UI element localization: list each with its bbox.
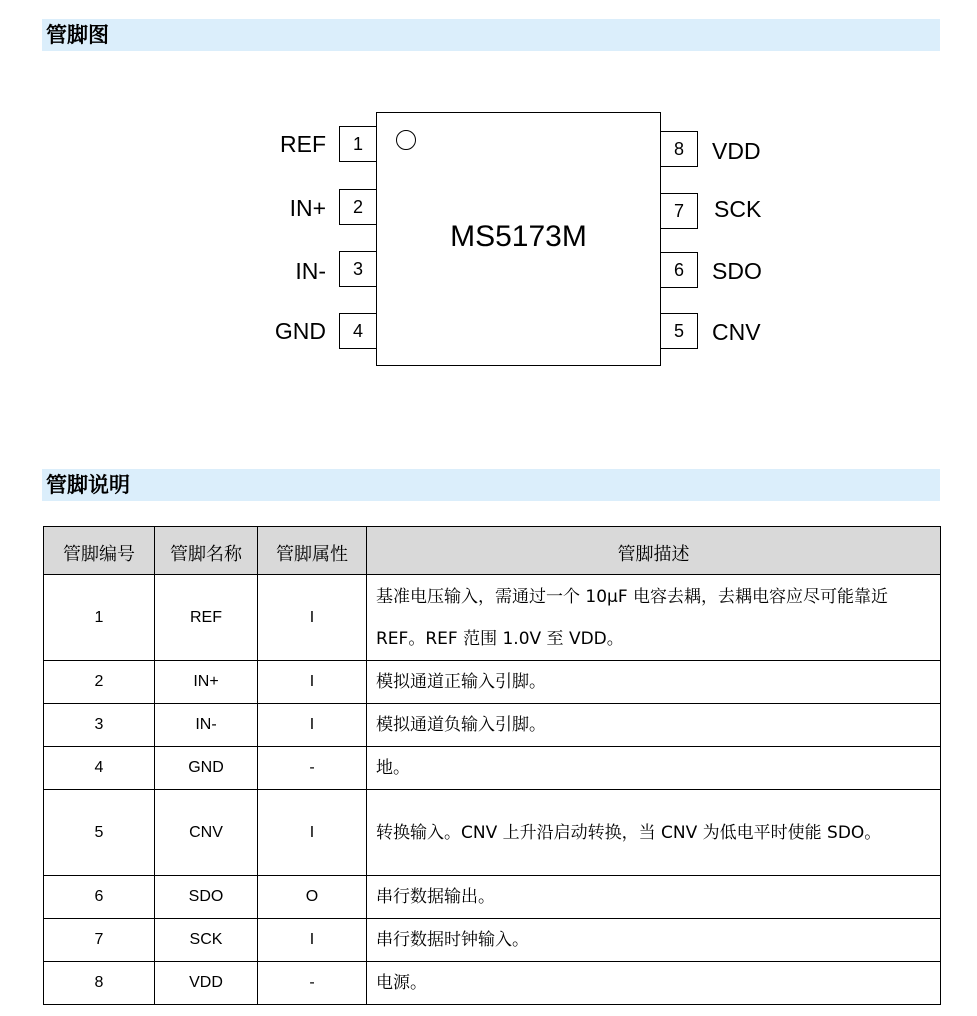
pin-number-box: 2 bbox=[339, 189, 377, 225]
cell-pin-description: 串行数据时钟输入。 bbox=[367, 919, 941, 962]
cell-pin-description: 串行数据输出。 bbox=[367, 876, 941, 919]
cell-pin-number: 3 bbox=[44, 704, 155, 747]
table-row bbox=[44, 704, 941, 747]
cell-pin-name: REF bbox=[155, 575, 258, 661]
cell-pin-number: 5 bbox=[44, 790, 155, 876]
pin-number-box: 3 bbox=[339, 251, 377, 287]
cell-pin-description: 基准电压输入，需通过一个 10μF 电容去耦，去耦电容应尽可能靠近 REF。REF 范围 1.0V 至 VDD。 bbox=[367, 575, 941, 661]
header-pin-number: 管脚编号 bbox=[44, 527, 155, 575]
cell-pin-description: 模拟通道正输入引脚。 bbox=[367, 661, 941, 704]
pin-description-section-title: 管脚说明 bbox=[42, 469, 940, 501]
cell-pin-attribute: O bbox=[258, 876, 367, 919]
pin-number-box: 6 bbox=[660, 252, 698, 288]
table-row bbox=[44, 661, 941, 704]
header-pin-description: 管脚描述 bbox=[367, 527, 941, 575]
cell-pin-name: CNV bbox=[155, 790, 258, 876]
pin-number-box: 1 bbox=[339, 126, 377, 162]
cell-pin-name: VDD bbox=[155, 962, 258, 1005]
cell-pin-description: 地。 bbox=[367, 747, 941, 790]
table-row bbox=[44, 919, 941, 962]
table-row bbox=[44, 790, 941, 876]
table-row bbox=[44, 876, 941, 919]
header-pin-name: 管脚名称 bbox=[155, 527, 258, 575]
cell-pin-attribute: I bbox=[258, 919, 367, 962]
cell-pin-number: 1 bbox=[44, 575, 155, 661]
pin-label: CNV bbox=[712, 319, 761, 345]
pinout-section-title: 管脚图 bbox=[42, 19, 940, 51]
cell-pin-description: 电源。 bbox=[367, 962, 941, 1005]
pin-label: VDD bbox=[712, 138, 761, 164]
cell-pin-name: SCK bbox=[155, 919, 258, 962]
pin-number-box: 5 bbox=[660, 313, 698, 349]
cell-pin-name: GND bbox=[155, 747, 258, 790]
pin-number-box: 4 bbox=[339, 313, 377, 349]
cell-pin-description: 转换输入。CNV 上升沿启动转换，当 CNV 为低电平时使能 SDO。 bbox=[367, 790, 941, 876]
pin-number-box: 8 bbox=[660, 131, 698, 167]
pin-label: IN+ bbox=[289, 195, 326, 221]
cell-pin-attribute: I bbox=[258, 661, 367, 704]
pin-label: IN- bbox=[295, 258, 326, 284]
cell-pin-name: SDO bbox=[155, 876, 258, 919]
pin-label: GND bbox=[274, 318, 326, 344]
cell-pin-number: 6 bbox=[44, 876, 155, 919]
pin-label: REF bbox=[280, 131, 326, 157]
cell-pin-number: 8 bbox=[44, 962, 155, 1005]
cell-pin-number: 7 bbox=[44, 919, 155, 962]
chip-name: MS5173M bbox=[450, 220, 587, 253]
cell-pin-description: 模拟通道负输入引脚。 bbox=[367, 704, 941, 747]
cell-pin-attribute: I bbox=[258, 790, 367, 876]
cell-pin-number: 2 bbox=[44, 661, 155, 704]
pin1-indicator-dot bbox=[396, 130, 416, 150]
table-header-row bbox=[44, 527, 941, 575]
header-pin-attribute: 管脚属性 bbox=[258, 527, 367, 575]
cell-pin-name: IN+ bbox=[155, 661, 258, 704]
pin-label: SCK bbox=[714, 196, 762, 222]
cell-pin-attribute: I bbox=[258, 704, 367, 747]
pin-number-box: 7 bbox=[660, 193, 698, 229]
table-row bbox=[44, 747, 941, 790]
cell-pin-attribute: I bbox=[258, 575, 367, 661]
table-row bbox=[44, 575, 941, 661]
cell-pin-name: IN- bbox=[155, 704, 258, 747]
pin-description-table bbox=[43, 526, 941, 1005]
pin-label: SDO bbox=[712, 258, 762, 284]
cell-pin-attribute: - bbox=[258, 747, 367, 790]
table-row bbox=[44, 962, 941, 1005]
cell-pin-number: 4 bbox=[44, 747, 155, 790]
cell-pin-attribute: - bbox=[258, 962, 367, 1005]
